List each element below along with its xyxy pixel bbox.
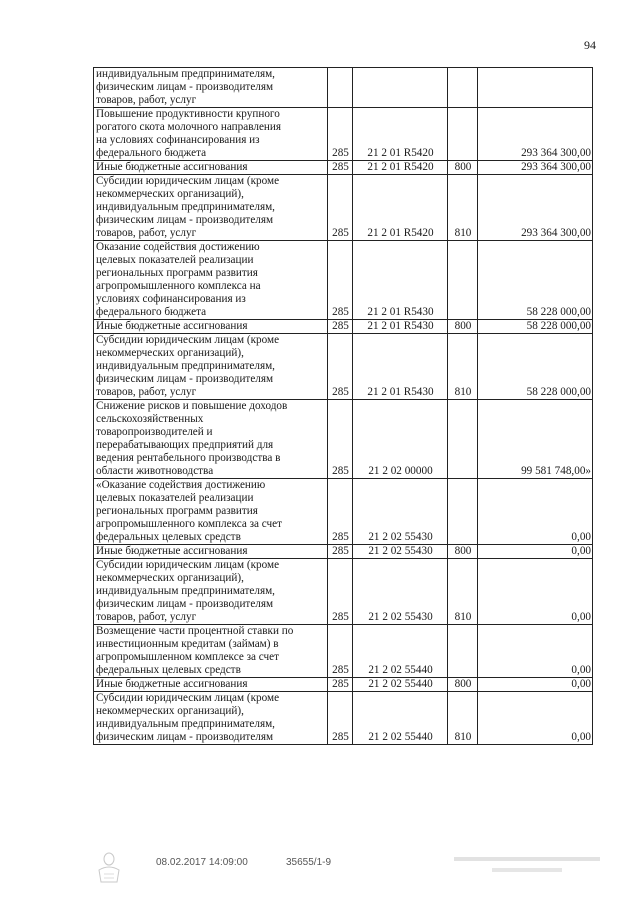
cell-code: 285 — [328, 678, 353, 692]
table-row — [94, 241, 593, 320]
cell-expense-type — [448, 625, 478, 678]
table-row — [94, 559, 593, 625]
cell-expense-type — [448, 68, 478, 108]
cell-amount: 0,00 — [478, 678, 593, 692]
cell-expense-type: 810 — [448, 334, 478, 400]
cell-target-article: 21 2 02 55430 — [353, 479, 448, 545]
cell-expense-type: 810 — [448, 559, 478, 625]
cell-code — [328, 68, 353, 108]
cell-target-article: 21 2 01 R5430 — [353, 320, 448, 334]
cell-target-article: 21 2 02 55430 — [353, 545, 448, 559]
table-row — [94, 479, 593, 545]
cell-code: 285 — [328, 559, 353, 625]
cell-target-article: 21 2 02 55440 — [353, 625, 448, 678]
cell-name: индивидуальным предпринимателям, физическим лицам - производителям товаров, работ, услуг — [94, 68, 328, 108]
table-row — [94, 400, 593, 479]
cell-amount: 293 364 300,00 — [478, 108, 593, 161]
table-row — [94, 175, 593, 241]
cell-target-article: 21 2 01 R5430 — [353, 241, 448, 320]
table-row — [94, 68, 593, 108]
cell-target-article: 21 2 02 55430 — [353, 559, 448, 625]
cell-amount: 99 581 748,00» — [478, 400, 593, 479]
table-row — [94, 108, 593, 161]
cell-expense-type — [448, 241, 478, 320]
cell-code: 285 — [328, 175, 353, 241]
cell-expense-type — [448, 479, 478, 545]
cell-code: 285 — [328, 625, 353, 678]
cell-target-article: 21 2 02 55440 — [353, 678, 448, 692]
table-row — [94, 320, 593, 334]
cell-target-article — [353, 68, 448, 108]
footer-datetime: 08.02.2017 14:09:00 — [156, 857, 248, 868]
cell-name: Возмещение части процентной ставки по инвестиционным кредитам (займам) в агропромышленном комплексе за счет федеральных целевых средств — [94, 625, 328, 678]
table-row — [94, 625, 593, 678]
cell-expense-type: 810 — [448, 175, 478, 241]
cell-expense-type: 810 — [448, 692, 478, 745]
cell-name: Иные бюджетные ассигнования — [94, 320, 328, 334]
cell-expense-type: 800 — [448, 678, 478, 692]
cell-code: 285 — [328, 400, 353, 479]
cell-name: Иные бюджетные ассигнования — [94, 161, 328, 175]
cell-name: Иные бюджетные ассигнования — [94, 678, 328, 692]
cell-expense-type: 800 — [448, 320, 478, 334]
cell-expense-type — [448, 400, 478, 479]
cell-name: Оказание содействия достижению целевых показателей реализации региональных программ развития агропромышленного комплекса на условиях софинансирования из федерального бюджета — [94, 241, 328, 320]
cell-target-article: 21 2 01 R5430 — [353, 334, 448, 400]
cell-target-article: 21 2 02 00000 — [353, 400, 448, 479]
emblem-icon — [96, 850, 122, 884]
cell-target-article: 21 2 01 R5420 — [353, 108, 448, 161]
cell-amount: 0,00 — [478, 479, 593, 545]
cell-expense-type: 800 — [448, 545, 478, 559]
table-row — [94, 692, 593, 745]
cell-name: «Оказание содействия достижению целевых показателей реализации региональных программ развития агропромышленного комплекса за счет федеральных целевых средств — [94, 479, 328, 545]
cell-amount: 293 364 300,00 — [478, 161, 593, 175]
cell-code: 285 — [328, 161, 353, 175]
cell-name: Субсидии юридическим лицам (кроме некоммерческих организаций), индивидуальным предпринимателям, физическим лицам - производителям товаров, работ, услуг — [94, 175, 328, 241]
cell-code: 285 — [328, 545, 353, 559]
table-body — [94, 68, 593, 745]
cell-target-article: 21 2 02 55440 — [353, 692, 448, 745]
cell-amount: 0,00 — [478, 625, 593, 678]
page-number: 94 — [584, 38, 596, 52]
cell-name: Иные бюджетные ассигнования — [94, 545, 328, 559]
cell-target-article: 21 2 01 R5420 — [353, 161, 448, 175]
cell-amount: 0,00 — [478, 545, 593, 559]
cell-amount: 293 364 300,00 — [478, 175, 593, 241]
table-row — [94, 678, 593, 692]
cell-name: Субсидии юридическим лицам (кроме некоммерческих организаций), индивидуальным предпринимателям, физическим лицам - производителям товаров, работ, услуг — [94, 334, 328, 400]
footer-doc-number: 35655/1-9 — [286, 857, 332, 868]
table-row — [94, 161, 593, 175]
cell-name: Субсидии юридическим лицам (кроме некоммерческих организаций), индивидуальным предпринимателям, физическим лицам - производителям товаров, работ, услуг — [94, 559, 328, 625]
cell-name: Субсидии юридическим лицам (кроме некоммерческих организаций), индивидуальным предпринимателям, физическим лицам - производителям — [94, 692, 328, 745]
cell-amount: 58 228 000,00 — [478, 334, 593, 400]
cell-amount — [478, 68, 593, 108]
cell-expense-type — [448, 108, 478, 161]
table-row — [94, 545, 593, 559]
budget-table — [93, 67, 593, 745]
cell-name: Повышение продуктивности крупного рогатого скота молочного направления на условиях софинансирования из федерального бюджета — [94, 108, 328, 161]
cell-code: 285 — [328, 334, 353, 400]
cell-code: 285 — [328, 320, 353, 334]
cell-code: 285 — [328, 108, 353, 161]
cell-code: 285 — [328, 479, 353, 545]
table-row — [94, 334, 593, 400]
cell-amount: 0,00 — [478, 692, 593, 745]
watermark-stamp — [452, 853, 602, 879]
cell-amount: 58 228 000,00 — [478, 320, 593, 334]
cell-code: 285 — [328, 241, 353, 320]
cell-target-article: 21 2 01 R5420 — [353, 175, 448, 241]
cell-amount: 0,00 — [478, 559, 593, 625]
cell-name: Снижение рисков и повышение доходов сельскохозяйственных товаропроизводителей и перерабатывающих предприятий для ведения рентабельного производства в области животноводства — [94, 400, 328, 479]
cell-expense-type: 800 — [448, 161, 478, 175]
cell-code: 285 — [328, 692, 353, 745]
cell-amount: 58 228 000,00 — [478, 241, 593, 320]
